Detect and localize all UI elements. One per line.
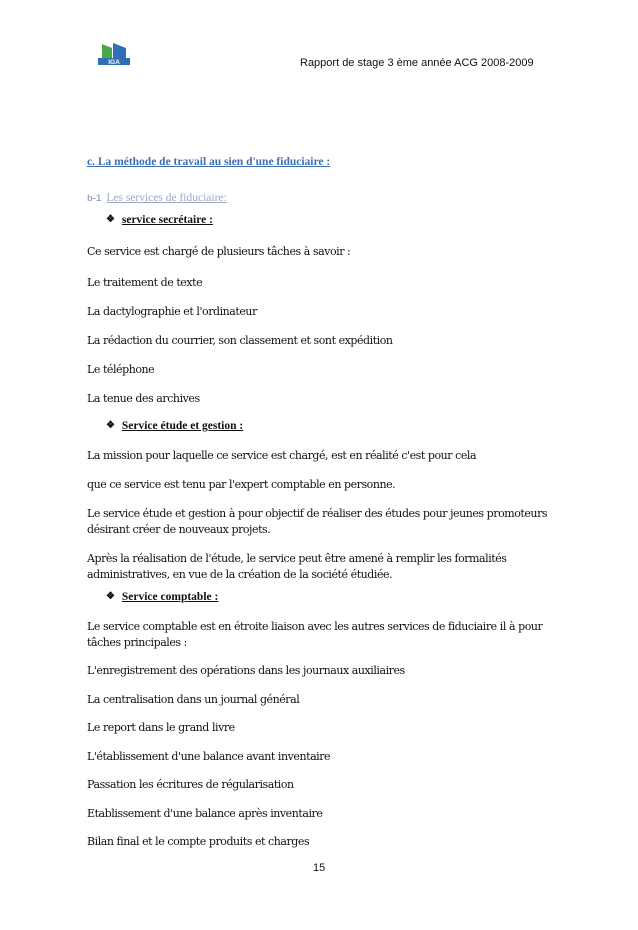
body-line: La centralisation dans un journal général xyxy=(87,693,300,706)
body-line: administratives, en vue de la création de la société étudiée. xyxy=(87,568,393,581)
body-line: Le service comptable est en étroite liaison avec les autres services de fiduciaire il à pour xyxy=(87,620,543,633)
body-line: Après la réalisation de l'étude, le service peut être amené à remplir les formalités xyxy=(87,552,507,565)
body-line: La rédaction du courrier, son classement et sont expédition xyxy=(87,334,393,347)
body-line: Le service étude et gestion à pour objectif de réaliser des études pour jeunes promoteurs xyxy=(87,507,548,520)
running-header: Rapport de stage 3 ème année ACG 2008-2009 xyxy=(300,57,534,69)
body-line: L'établissement d'une balance avant inventaire xyxy=(87,750,331,763)
body-line: La tenue des archives xyxy=(87,392,200,405)
subsection-heading xyxy=(87,186,227,205)
subsection-title: Les services de fiduciaire: xyxy=(106,192,227,204)
bullet-heading-accounting: ❖ Service comptable : xyxy=(106,591,219,603)
diamond-bullet-icon: ❖ xyxy=(106,420,115,431)
body-line: tâches principales : xyxy=(87,636,187,649)
body-line: Le téléphone xyxy=(87,363,155,376)
bullet-heading-study: ❖ Service étude et gestion : xyxy=(106,420,244,432)
body-line: La dactylographie et l'ordinateur xyxy=(87,305,257,318)
body-line: L'enregistrement des opérations dans les journaux auxiliaires xyxy=(87,664,405,677)
body-line: Le report dans le grand livre xyxy=(87,721,235,734)
diamond-bullet-icon: ❖ xyxy=(106,591,115,602)
body-line: Le traitement de texte xyxy=(87,276,203,289)
svg-text:IGA: IGA xyxy=(108,59,120,66)
body-line: Bilan final et le compte produits et charges xyxy=(87,835,310,848)
body-line: Ce service est chargé de plusieurs tâches à savoir : xyxy=(87,245,351,258)
body-line: La mission pour laquelle ce service est chargé, est en réalité c'est pour cela xyxy=(87,449,477,462)
section-heading: c. La méthode de travail au sien d'une fiduciaire : xyxy=(87,156,331,168)
body-line: Passation les écritures de régularisation xyxy=(87,778,294,791)
iga-logo xyxy=(96,42,132,66)
bullet-heading-secretariat: ❖ service secrétaire : xyxy=(106,214,213,226)
body-line: Etablissement d'une balance après inventaire xyxy=(87,807,323,820)
body-line: que ce service est tenu par l'expert comptable en personne. xyxy=(87,478,396,491)
diamond-bullet-icon: ❖ xyxy=(106,214,115,225)
body-line: désirant créer de nouveaux projets. xyxy=(87,523,271,536)
page-number: 15 xyxy=(313,862,326,874)
subsection-number: b-1 xyxy=(87,193,102,204)
